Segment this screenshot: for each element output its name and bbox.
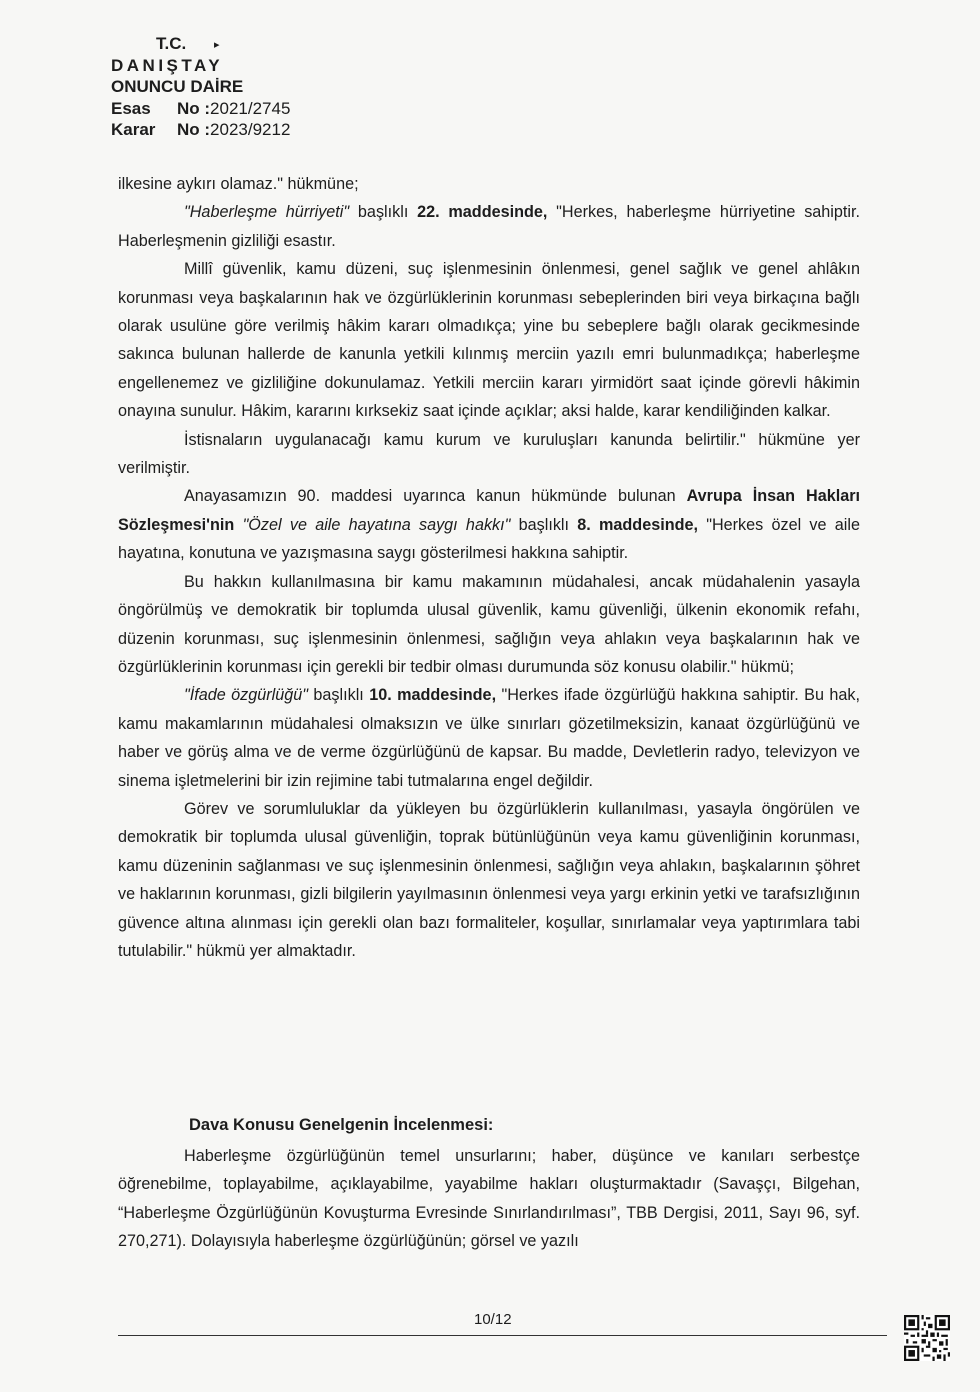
footer-divider (118, 1335, 887, 1336)
court-name: DANIŞTAY (111, 55, 224, 75)
document-header (111, 33, 290, 141)
convention-name: Avrupa İnsan Hakları Sözleşmesi'nin (118, 487, 860, 534)
text-span: başlıklı (349, 203, 418, 222)
text-span: "Herkes ifade özgürlüğü hakkına sahiptir. Bu hak, kamu makamlarının müdahalesi olmaksızın ve ülke sınırları gözetilmeksizin, kanaat özgürlüğünü ve haber ve görüş alma ve de verme özgürlüğünü de kapsar. Bu madde, Devletlerin radyo, televizyon ve sinema işletmelerini bir izin rejimine tabi tutmalarına engel değildir. (118, 686, 860, 790)
article-10-title: "İfade özgürlüğü" (184, 686, 308, 705)
text-span: "Herkes, haberleşme hürriyetine sahiptir. Haberleşmenin gizliliği esastır. (118, 203, 860, 250)
article-22-title: "Haberleşme hürriyeti" (184, 203, 350, 222)
document-body (118, 170, 860, 965)
paragraph-6: Bu hakkın kullanılmasına bir kamu makamının müdahalesi, ancak müdahalenin yasayla öngörülmüş ve demokratik bir toplumda ulusal güvenlik, kamu güvenliği, ülkenin ekonomik refahı, düzenin korunması, suç işlenmesinin önlenmesi, sağlığın veya ahlakın veya başkalarının hak ve özgürlüklerinin korunması için gerekli bir tedbir olması durumunda söz konusu olabilir." hükmü; (118, 572, 860, 676)
paragraph-3: Millî güvenlik, kamu düzeni, suç işlenmesinin önlenmesi, genel sağlık ve genel ahlâkın korunması veya başkalarının hak ve özgürlüklerinin korunması sebeplerinden biri veya birkaçına bağlı olarak usulüne göre verilmiş hâkim kararı olmadıkça; yine bu sebeplere bağlı olarak gecikmesinde sakınca bulunan hallerde de kanunla yetkili kılınmış merciin yazılı emri bulunmadıkça; haberleşme engellenemez ve gizliliğine dokunulamaz. Yetkili merciin kararı yirmidört saat içinde görevli hâkimin onayına sunulur. Hâkim, kararını kırksekiz saat içinde açıklar; aksi halde, karar kendiliğinden kalkar. (118, 260, 860, 421)
text-span: başlıklı (510, 515, 578, 534)
text-span: başlıklı (308, 686, 370, 705)
esas-value: 2021/2745 (210, 98, 291, 118)
paragraph-1: ilkesine aykırı olamaz." hükmüne; (118, 175, 359, 193)
scan-mark: ▸ (214, 39, 220, 51)
section-title: Dava Konusu Genelgenin İncelenmesi: (189, 1116, 494, 1134)
paragraph-5 (118, 482, 860, 567)
article-10-ref: 10. maddesinde, (369, 686, 497, 705)
karar-row (111, 119, 290, 141)
esas-row (111, 98, 290, 120)
article-8-title: "Özel ve aile hayatına saygı hakkı" (234, 515, 511, 534)
country-label: T.C. (156, 34, 187, 53)
paragraph-7 (118, 681, 860, 795)
esas-no-label: No : (177, 98, 211, 118)
karar-no-label: No : (177, 120, 211, 139)
esas-label: Esas (111, 98, 151, 118)
qr-code-icon (904, 1315, 950, 1361)
paragraph-4: İstisnaların uygulanacağı kamu kurum ve kuruluşları kanunda belirtilir." hükmüne yer verilmiştir. (118, 430, 860, 478)
article-22-ref: 22. maddesinde, (417, 203, 548, 222)
section-body (118, 1142, 860, 1256)
chamber-name: ONUNCU DAİRE (111, 77, 244, 96)
karar-label: Karar (111, 120, 156, 139)
text-span: "Herkes özel ve aile hayatına, konutuna ve yazışmasına saygı gösterilmesi hakkına sahiptir. (118, 515, 860, 563)
page-number: 10/12 (474, 1311, 512, 1328)
karar-value: 2023/9212 (210, 120, 291, 139)
paragraph-2 (118, 198, 860, 255)
article-8-ref: 8. maddesinde, (577, 515, 698, 534)
text-span: Anayasamızın 90. maddesi uyarınca kanun hükmünde bulunan (184, 487, 687, 506)
paragraph-8: Görev ve sorumluluklar da yükleyen bu özgürlüklerin kullanılması, yasayla öngörülen ve demokratik bir toplumda ulusal güvenliğin, toprak bütünlüğünün veya kamu güvenliğinin korunması, kamu düzeninin sağlanması ve suç işlenmesinin önlenmesi, sağlığın veya ahlakın, başkalarının şöhret ve haklarının korunması, gizli bilgilerin yayılmasının önlenmesi veya yargı erkinin yetki ve tarafsızlığının güvence altına alınması için gerekli olan bazı formaliteler, koşullar, sınırlamalar veya yaptırımlara tabi tutulabilir." hükmü yer almaktadır. (118, 799, 860, 960)
section-paragraph-1: Haberleşme özgürlüğünün temel unsurlarını; haber, düşünce ve kanıları serbestçe öğrenebilme, toplayabilme, açıklayabilme, yayabilme hakları oluşturmaktadır (Savaşçı, Bilgehan, “Haberleşme Özgürlüğünün Kovuşturma Evresinde Sınırlandırılması”, TBB Dergisi, 2011, Sayı 96, syf. 270,271). Dolayısıyla haberleşme özgürlüğünün; görsel ve yazılı (118, 1147, 860, 1251)
